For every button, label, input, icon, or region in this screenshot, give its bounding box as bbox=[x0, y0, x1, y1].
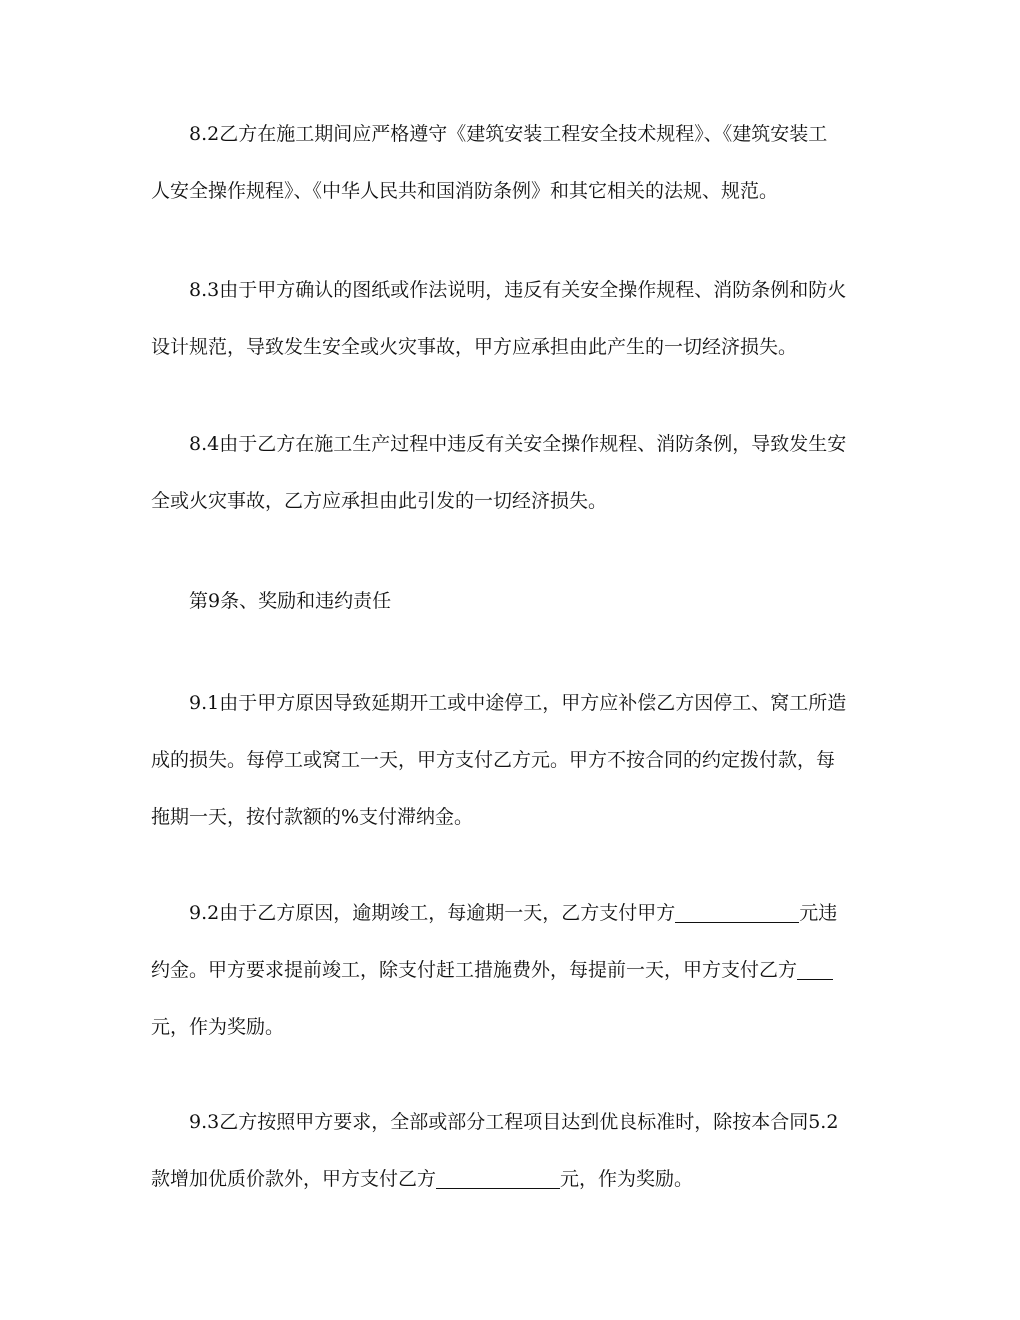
clause-8-3 bbox=[151, 262, 871, 376]
blank-fill-line bbox=[675, 903, 799, 923]
clause-9-1-line-2: 成的损失。每停工或窝工一天，甲方支付乙方元。甲方不按合同的约定拨付款，每 bbox=[151, 749, 836, 771]
clause-9-2-text-c: 约金。甲方要求提前竣工，除支付赶工措施费外，每提前一天，甲方支付乙方 bbox=[151, 959, 798, 981]
clause-9-3-line-1: 9.3乙方按照甲方要求，全部或部分工程项目达到优良标准时，除按本合同5.2 bbox=[189, 1111, 839, 1133]
clause-9-2-text-b: 元违 bbox=[799, 902, 838, 924]
clause-9-1-line-1: 9.1由于甲方原因导致延期开工或中途停工，甲方应补偿乙方因停工、窝工所造 bbox=[189, 692, 847, 714]
clause-9-3-text-b: 元，作为奖励。 bbox=[560, 1168, 694, 1190]
clause-9-2-text-a: 9.2由于乙方原因，逾期竣工，每逾期一天，乙方支付甲方 bbox=[189, 902, 676, 924]
clause-8-2 bbox=[151, 106, 871, 220]
blank-fill-line bbox=[797, 960, 833, 980]
clause-8-2-line-1: 8.2乙方在施工期间应严格遵守《建筑安装工程安全技术规程》、《建筑安装工 bbox=[189, 123, 828, 145]
clause-9-2-line-2 bbox=[151, 942, 871, 999]
clause-9-3-text-a: 款增加优质价款外，甲方支付乙方 bbox=[151, 1168, 437, 1190]
clause-8-4-line-1: 8.4由于乙方在施工生产过程中违反有关安全操作规程、消防条例，导致发生安 bbox=[189, 433, 847, 455]
clause-9-3 bbox=[151, 1094, 871, 1208]
clause-9-2-line-1 bbox=[151, 885, 871, 942]
clause-8-3-line-2: 设计规范，导致发生安全或火灾事故，甲方应承担由此产生的一切经济损失。 bbox=[151, 336, 798, 358]
blank-fill-line bbox=[436, 1169, 560, 1189]
clause-8-2-line-2: 人安全操作规程》、《中华人民共和国消防条例》和其它相关的法规、规范。 bbox=[151, 180, 779, 202]
clause-9-3-line-2 bbox=[151, 1151, 871, 1208]
clause-8-4-line-2: 全或火灾事故，乙方应承担由此引发的一切经济损失。 bbox=[151, 490, 608, 512]
article-9-heading: 第9条、奖励和违约责任 bbox=[189, 590, 392, 612]
clause-9-2 bbox=[151, 885, 871, 1056]
clause-9-1-line-3: 拖期一天，按付款额的%支付滞纳金。 bbox=[151, 806, 474, 828]
clause-8-4 bbox=[151, 416, 871, 530]
clause-9-1 bbox=[151, 675, 871, 846]
clause-9-2-line-3: 元，作为奖励。 bbox=[151, 1016, 285, 1038]
clause-8-3-line-1: 8.3由于甲方确认的图纸或作法说明，违反有关安全操作规程、消防条例和防火 bbox=[189, 279, 847, 301]
